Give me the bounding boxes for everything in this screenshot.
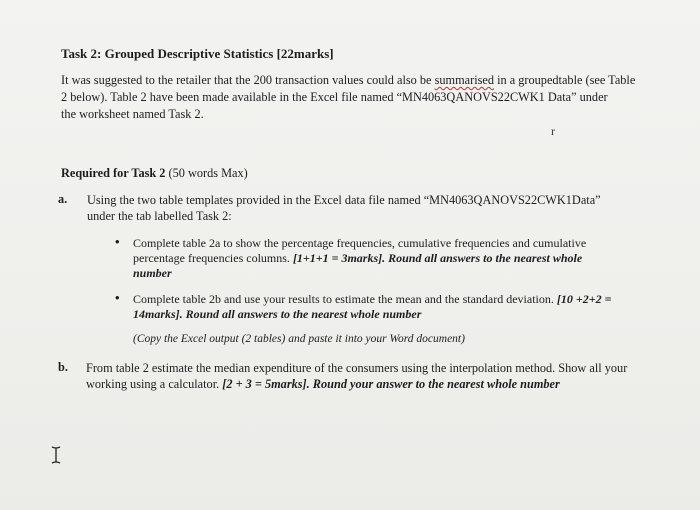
item-a-text xyxy=(87,192,647,224)
intro-line-2: 2 below). Table 2 have been made available in the Excel file named “MN4063QANOVS22CWK1 Data” under xyxy=(61,90,608,104)
spelling-flagged-word[interactable]: summarised xyxy=(434,73,495,87)
stray-mark: r xyxy=(551,124,555,138)
item-b-marker: b. xyxy=(58,360,68,374)
required-label: Required for Task 2 xyxy=(61,166,166,180)
intro-line-1b: in a groupedtable (see Table xyxy=(494,73,636,87)
bullet-1-text xyxy=(133,236,643,281)
copy-note: (Copy the Excel output (2 tables) and paste it into your Word document) xyxy=(133,333,465,345)
item-b-marks: [2 + 3 = 5marks]. Round your answer to the nearest whole number xyxy=(222,377,560,391)
bullet-1-line-2 xyxy=(133,251,643,266)
item-b-line-1: From table 2 estimate the median expenditure of the consumers using the interpolation method. Show all your xyxy=(86,361,628,375)
intro-line-3: the worksheet named Task 2. xyxy=(61,107,204,121)
item-a-line-1: Using the two table templates provided in the Excel data file named “MN4063QANOVS22CWK1Data” xyxy=(87,193,601,207)
intro-line-1 xyxy=(61,72,646,89)
bullet-1-marks: [1+1+1 = 3marks]. Round all answers to the nearest whole xyxy=(292,251,583,265)
bullet-2-line-1 xyxy=(133,292,643,307)
intro-paragraph xyxy=(61,72,646,123)
bullet-1-line-3: number xyxy=(133,266,172,280)
bullet-2-line-2: 14marks]. Round all answers to the nearest whole number xyxy=(133,307,422,321)
bullet-2-text xyxy=(133,292,643,322)
intro-line-1a: It was suggested to the retailer that the 200 transaction values could also be xyxy=(61,73,435,87)
task-title: Task 2: Grouped Descriptive Statistics [22marks] xyxy=(61,46,334,61)
item-a-line-2: under the tab labelled Task 2: xyxy=(87,209,232,223)
bullet-1-line-1: Complete table 2a to show the percentage frequencies, cumulative frequencies and cumulative xyxy=(133,236,587,250)
item-b-line-2 xyxy=(86,376,656,392)
item-b-line-2a: working using a calculator. xyxy=(86,377,223,391)
bullet-2-line-1a: Complete table 2b and use your results to estimate the mean and the standard deviation. xyxy=(133,292,557,306)
required-limit: (50 words Max) xyxy=(165,166,248,180)
item-b-text xyxy=(86,360,656,392)
bullet-icon: • xyxy=(115,234,120,249)
bullet-1-line-2a: percentage frequencies columns. xyxy=(133,251,293,265)
required-heading xyxy=(61,166,248,181)
bullet-icon: • xyxy=(115,290,120,305)
bullet-2-marks-a: [10 +2+2 = xyxy=(556,292,612,306)
item-a-marker: a. xyxy=(58,192,68,206)
text-cursor-icon xyxy=(50,446,62,464)
